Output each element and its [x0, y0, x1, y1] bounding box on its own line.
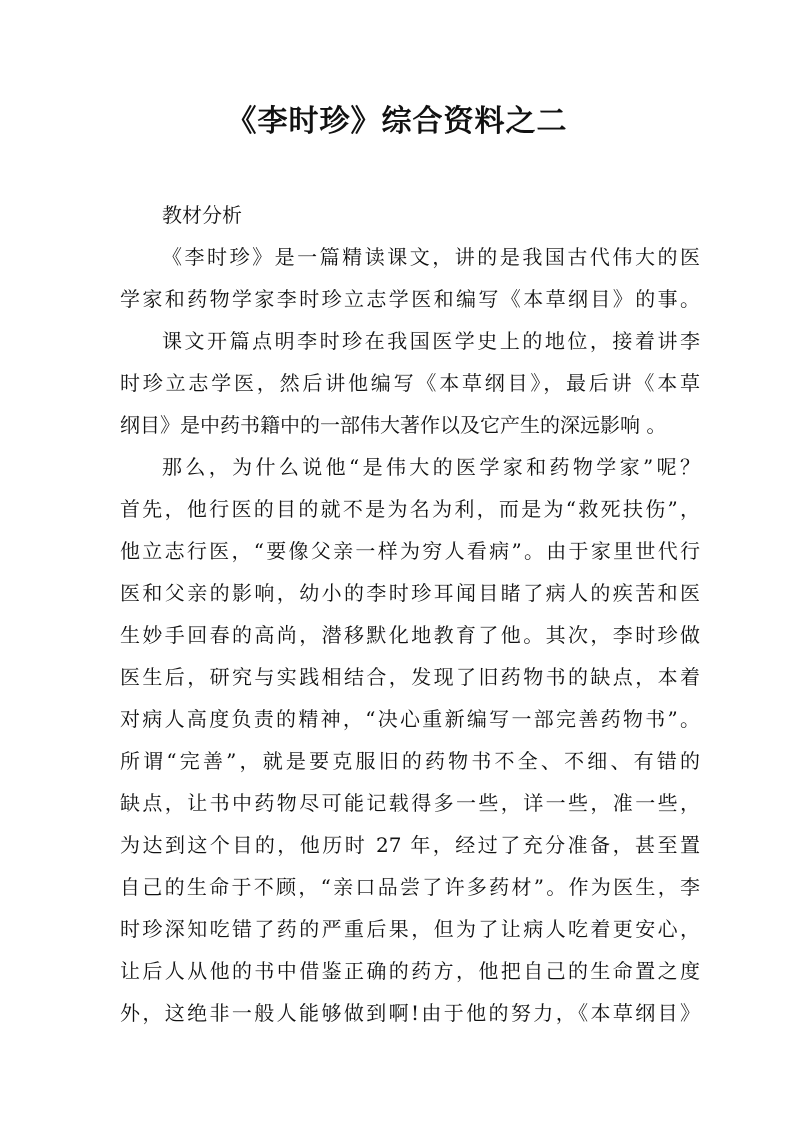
paragraph-line: 缺点，让书中药物尽可能记载得多一些，详一些，准一些， [120, 791, 700, 815]
section-heading: 教材分析 [162, 203, 242, 227]
paragraph-line: 自己的生命于不顾，“亲口品尝了许多药材”。作为医生，李 [120, 875, 700, 899]
paragraph-line: 让后人从他的书中借鉴正确的药方，他把自己的生命置之度 [120, 959, 700, 983]
paragraph-line: 对病人高度负责的精神，“决心重新编写一部完善药物书”。 [120, 707, 700, 731]
paragraph-line: 纲目》是中药书籍中的一部伟大著作以及它产生的深远影响 。 [120, 413, 667, 437]
paragraph-line: 生妙手回春的高尚，潜移默化地教育了他。其次，李时珍做 [120, 623, 700, 647]
paragraph-line: 课文开篇点明李时珍在我国医学史上的地位，接着讲李 [162, 329, 700, 353]
paragraph-line: 学家和药物学家李时珍立志学医和编写《本草纲目》的事。 [120, 287, 700, 311]
paragraph-line: 医生后，研究与实践相结合，发现了旧药物书的缺点，本着 [120, 665, 700, 689]
paragraph-line: 那么，为什么说他“是伟大的医学家和药物学家”呢？ [162, 455, 700, 479]
paragraph-line: 所谓“完善”，就是要克服旧的药物书不全、不细、有错的 [120, 749, 700, 773]
paragraph-line: 他立志行医，“要像父亲一样为穷人看病”。由于家里世代行 [120, 539, 700, 563]
document-title: 《李时珍》综合资料之二 [226, 104, 568, 139]
paragraph-line: 时珍立志学医，然后讲他编写《本草纲目》，最后讲《本草 [120, 371, 700, 395]
paragraph-line: 医和父亲的影响，幼小的李时珍耳闻目睹了病人的疾苦和医 [120, 581, 700, 605]
paragraph-line: 时珍深知吃错了药的严重后果，但为了让病人吃着更安心， [120, 917, 700, 941]
paragraph-line: 为达到这个目的，他历时 27 年，经过了充分准备，甚至置 [120, 833, 700, 857]
paragraph-line: 外，这绝非一般人能够做到啊!由于他的努力，《本草纲目》 [120, 1001, 700, 1025]
paragraph-line: 《李时珍》是一篇精读课文，讲的是我国古代伟大的医 [162, 245, 700, 269]
paragraph-line: 首先，他行医的目的就不是为名为利，而是为“救死扶伤”， [120, 497, 700, 521]
